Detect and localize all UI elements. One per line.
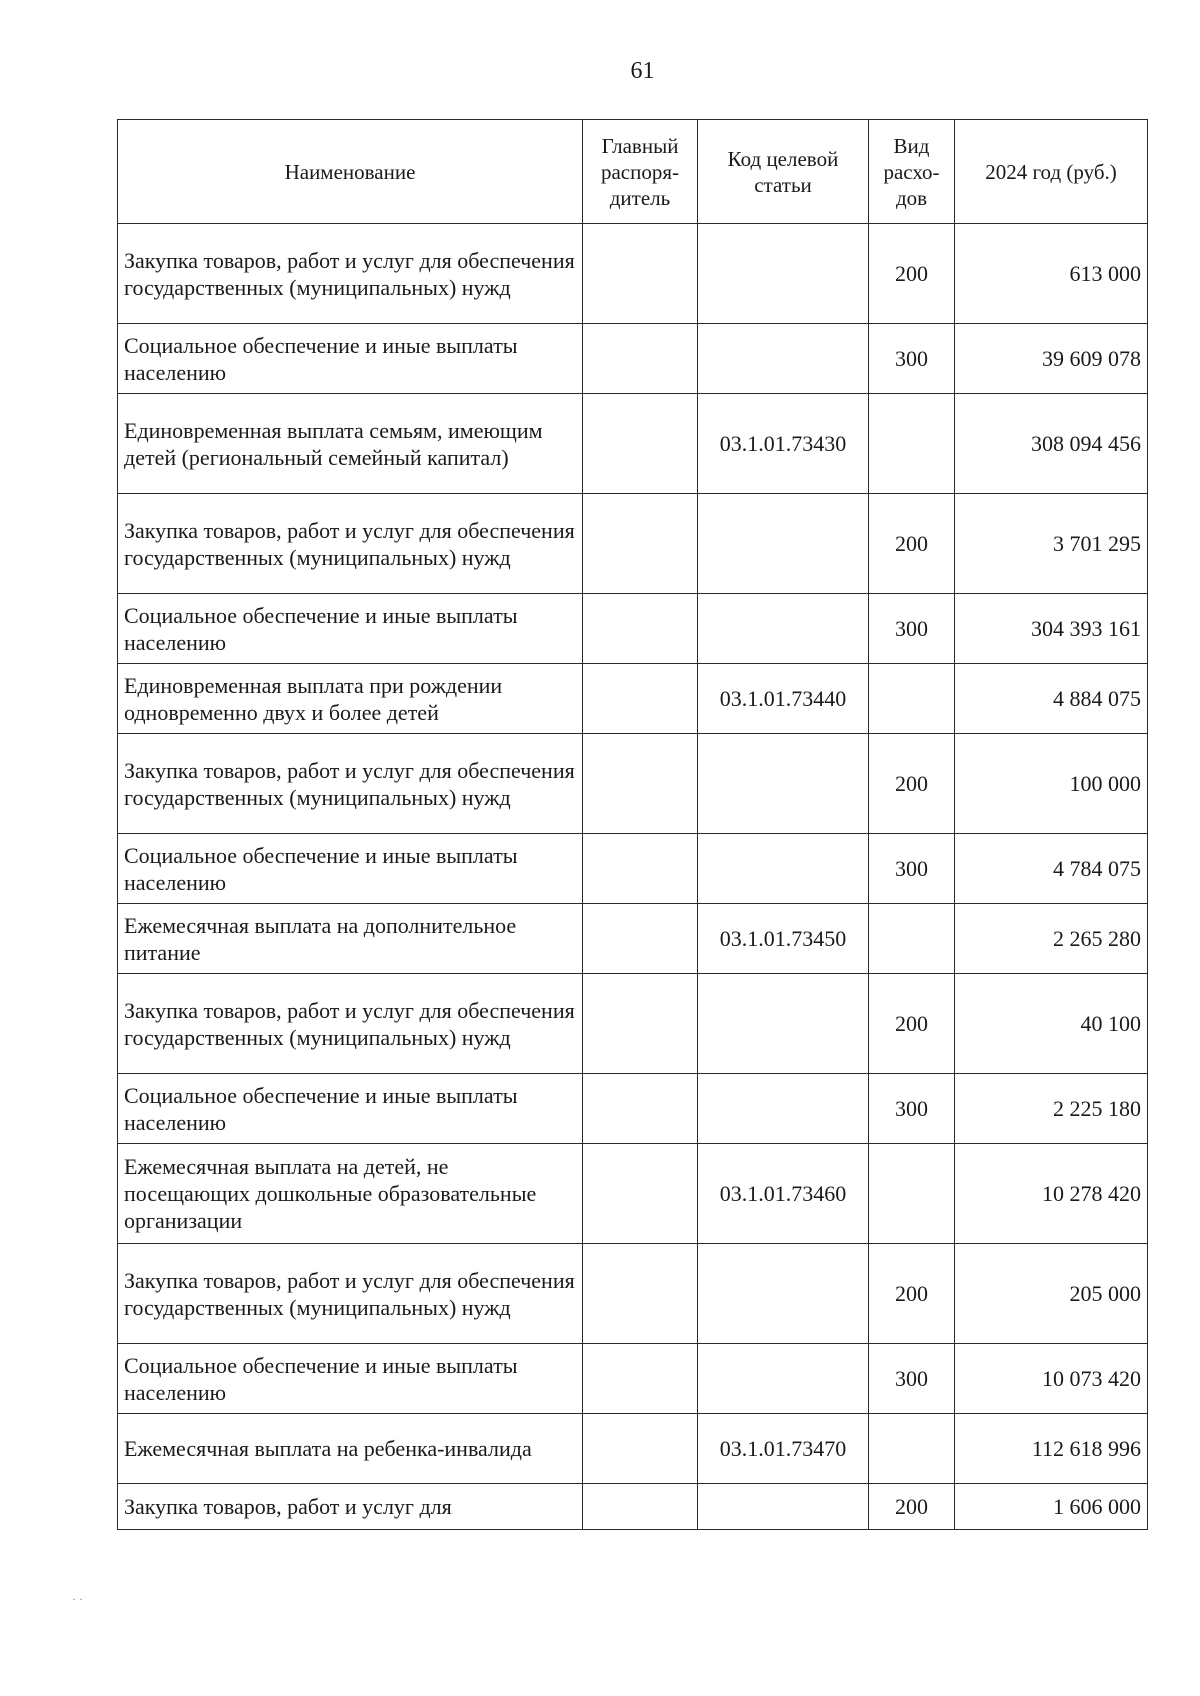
cell-code [698, 494, 869, 594]
table-row [118, 1344, 1148, 1414]
cell-type: 200 [869, 224, 955, 324]
cell-amount: 304 393 161 [955, 594, 1148, 664]
cell-admin [583, 224, 698, 324]
cell-code: 03.1.01.73470 [698, 1414, 869, 1484]
table-row [118, 224, 1148, 324]
cell-type: 300 [869, 1344, 955, 1414]
table-row [118, 1484, 1148, 1530]
table-row [118, 1074, 1148, 1144]
cell-amount: 40 100 [955, 974, 1148, 1074]
cell-admin [583, 494, 698, 594]
cell-code [698, 324, 869, 394]
cell-code: 03.1.01.73430 [698, 394, 869, 494]
cell-name: Социальное обеспечение и иные выплаты населению [118, 834, 583, 904]
table-row [118, 834, 1148, 904]
cell-type [869, 1144, 955, 1244]
cell-type: 300 [869, 324, 955, 394]
cell-code: 03.1.01.73460 [698, 1144, 869, 1244]
budget-table [117, 119, 1148, 1530]
cell-type [869, 394, 955, 494]
header-admin: Главный распоря-дитель [583, 120, 698, 224]
cell-admin [583, 324, 698, 394]
cell-type [869, 904, 955, 974]
cell-code [698, 1244, 869, 1344]
cell-admin [583, 1414, 698, 1484]
cell-type: 300 [869, 834, 955, 904]
header-type: Вид расхо-дов [869, 120, 955, 224]
cell-amount: 1 606 000 [955, 1484, 1148, 1530]
cell-admin [583, 1074, 698, 1144]
page-number: 61 [630, 58, 655, 84]
cell-admin [583, 834, 698, 904]
cell-admin [583, 1344, 698, 1414]
cell-type: 200 [869, 974, 955, 1074]
cell-type: 300 [869, 1074, 955, 1144]
cell-name: Социальное обеспечение и иные выплаты населению [118, 324, 583, 394]
cell-type: 200 [869, 1244, 955, 1344]
cell-amount: 4 784 075 [955, 834, 1148, 904]
table-header-row [118, 120, 1148, 224]
cell-name: Единовременная выплата при рождении одновременно двух и более детей [118, 664, 583, 734]
cell-admin [583, 394, 698, 494]
cell-admin [583, 974, 698, 1074]
table-row [118, 594, 1148, 664]
table-row [118, 394, 1148, 494]
cell-code [698, 1344, 869, 1414]
cell-name: Закупка товаров, работ и услуг для обеспечения государственных (муниципальных) нужд [118, 734, 583, 834]
cell-name: Закупка товаров, работ и услуг для обеспечения государственных (муниципальных) нужд [118, 224, 583, 324]
cell-name: Социальное обеспечение и иные выплаты населению [118, 594, 583, 664]
header-code: Код целевой статьи [698, 120, 869, 224]
cell-code [698, 834, 869, 904]
table-row [118, 1244, 1148, 1344]
cell-amount: 613 000 [955, 224, 1148, 324]
cell-code [698, 1074, 869, 1144]
table-row [118, 324, 1148, 394]
cell-amount: 2 265 280 [955, 904, 1148, 974]
cell-name: Закупка товаров, работ и услуг для обеспечения государственных (муниципальных) нужд [118, 494, 583, 594]
cell-amount: 205 000 [955, 1244, 1148, 1344]
cell-name: Ежемесячная выплата на дополнительное питание [118, 904, 583, 974]
cell-amount: 308 094 456 [955, 394, 1148, 494]
cell-code [698, 974, 869, 1074]
cell-admin [583, 594, 698, 664]
header-name: Наименование [118, 120, 583, 224]
cell-type: 200 [869, 1484, 955, 1530]
table-row [118, 1414, 1148, 1484]
cell-code: 03.1.01.73440 [698, 664, 869, 734]
cell-amount: 112 618 996 [955, 1414, 1148, 1484]
cell-amount: 2 225 180 [955, 1074, 1148, 1144]
cell-type [869, 664, 955, 734]
cell-amount: 10 073 420 [955, 1344, 1148, 1414]
table-row [118, 664, 1148, 734]
cell-type: 300 [869, 594, 955, 664]
cell-admin [583, 1244, 698, 1344]
footer-marks: · · [72, 1592, 83, 1606]
cell-type [869, 1414, 955, 1484]
cell-code [698, 1484, 869, 1530]
table-row [118, 904, 1148, 974]
cell-code: 03.1.01.73450 [698, 904, 869, 974]
cell-name: Социальное обеспечение и иные выплаты населению [118, 1074, 583, 1144]
header-amount: 2024 год (руб.) [955, 120, 1148, 224]
cell-amount: 4 884 075 [955, 664, 1148, 734]
table-row [118, 1144, 1148, 1244]
cell-admin [583, 734, 698, 834]
cell-name: Закупка товаров, работ и услуг для обеспечения государственных (муниципальных) нужд [118, 1244, 583, 1344]
cell-amount: 10 278 420 [955, 1144, 1148, 1244]
cell-admin [583, 1144, 698, 1244]
cell-type: 200 [869, 734, 955, 834]
cell-amount: 39 609 078 [955, 324, 1148, 394]
cell-name: Ежемесячная выплата на детей, не посещающих дошкольные образовательные организации [118, 1144, 583, 1244]
cell-name: Социальное обеспечение и иные выплаты населению [118, 1344, 583, 1414]
table-row [118, 734, 1148, 834]
cell-admin [583, 904, 698, 974]
cell-name: Ежемесячная выплата на ребенка-инвалида [118, 1414, 583, 1484]
table-row [118, 494, 1148, 594]
cell-name: Единовременная выплата семьям, имеющим детей (региональный семейный капитал) [118, 394, 583, 494]
cell-amount: 3 701 295 [955, 494, 1148, 594]
cell-admin [583, 664, 698, 734]
table-row [118, 974, 1148, 1074]
cell-code [698, 594, 869, 664]
cell-code [698, 224, 869, 324]
cell-amount: 100 000 [955, 734, 1148, 834]
cell-name: Закупка товаров, работ и услуг для обеспечения государственных (муниципальных) нужд [118, 974, 583, 1074]
cell-type: 200 [869, 494, 955, 594]
cell-admin [583, 1484, 698, 1530]
cell-name: Закупка товаров, работ и услуг для [118, 1484, 583, 1530]
cell-code [698, 734, 869, 834]
